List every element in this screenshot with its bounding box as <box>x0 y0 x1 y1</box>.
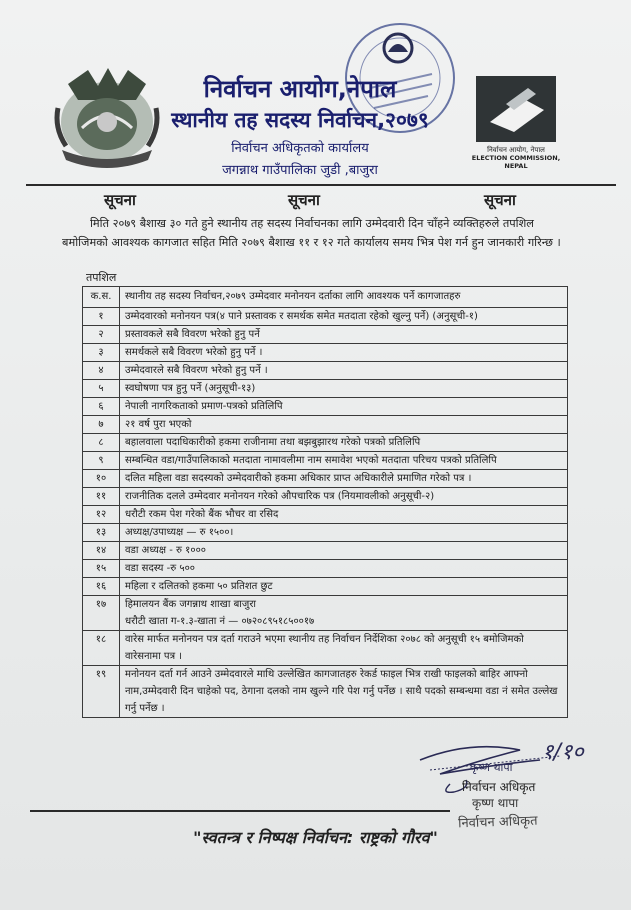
table-row <box>83 452 568 470</box>
row-text-line: दलित महिला वडा सदस्यको उम्मेदवारीको हकमा अधिकार प्राप्त अधिकारीले प्रमाणित गरेको पत्र । <box>125 473 472 484</box>
table-row <box>83 560 568 578</box>
handwritten-date: १/१० <box>542 740 584 765</box>
row-text <box>120 506 568 524</box>
row-text <box>120 666 568 718</box>
row-text-line: उम्मेदवारले सबै विवरण भरेको हुनु पर्ने । <box>125 365 268 376</box>
row-serial: १९ <box>83 666 120 718</box>
row-serial: १७ <box>83 596 120 631</box>
row-text <box>120 578 568 596</box>
row-text-line: वारेस मार्फत मनोनयन पत्र दर्ता गराउने भएमा स्थानीय तह निर्वाचन निर्देशिका २०७८ को अनुसूची १५ बमोजिमको वारेसनामा पत्र । <box>125 634 524 662</box>
table-row <box>83 666 568 718</box>
table-body <box>83 308 568 718</box>
ec-caption-np: निर्वाचन आयोग, नेपाल <box>487 146 545 154</box>
table-row <box>83 596 568 631</box>
notice-word-left: सूचना <box>104 191 136 209</box>
tapsil-label: तपशिल <box>86 271 117 284</box>
table-row <box>83 578 568 596</box>
signature-name-handwritten: कृष्ण थापा <box>470 761 513 774</box>
row-text-line: राजनीतिक दलले उम्मेदवार मनोनयन गरेको औपचारिक पत्र (नियमावलीको अनुसूची-२) <box>125 491 435 502</box>
row-serial: १६ <box>83 578 120 596</box>
row-text-line: २१ वर्ष पुरा भएको <box>125 419 192 430</box>
row-serial: ६ <box>83 398 120 416</box>
table-row <box>83 326 568 344</box>
table-row <box>83 524 568 542</box>
row-serial: ८ <box>83 434 120 452</box>
intro-paragraph: मिति २०७९ बैशाख ३० गते हुने स्थानीय तह सदस्य निर्वाचनका लागि उम्मेदवारी दिन चाँहने व्यक्तिहरुले तपशिल बमोजिमको आवश्यक कागजात सहित मिति २०७९ बैशाख ११ र १२ गते कार्यालय समय भित्र पेश गर्न हुन जानकारी गरिन्छ । <box>62 217 561 249</box>
row-text-line: स्वघोषणा पत्र हुनु पर्ने (अनुसूची-१३) <box>125 383 256 394</box>
row-text-line: सम्बन्धित वडा/गाउँपालिकाको मतदाता नामावलीमा नाम समावेश भएको मतदाता परिचय पत्रको प्रतिलिपि <box>125 455 497 466</box>
row-text-line: समर्थकले सबै विवरण भरेको हुनु पर्ने । <box>125 347 263 358</box>
row-text-line: नेपाली नागरिकताको प्रमाण-पत्रको प्रतिलिपि <box>125 401 283 412</box>
row-text-line: वडा सदस्य -रु ५०० <box>125 563 195 574</box>
ec-caption-en: ELECTION COMMISSION, NEPAL <box>471 154 561 170</box>
row-serial: १० <box>83 470 120 488</box>
row-serial: २ <box>83 326 120 344</box>
row-text <box>120 308 568 326</box>
row-text-line: बहालवाला पदाधिकारीको हकमा राजीनामा तथा बझबुझारथ गरेको पत्रको प्रतिलिपि <box>125 437 421 448</box>
row-text <box>120 452 568 470</box>
slogan: "स्वतन्त्र र निष्पक्ष निर्वाचन: राष्ट्रको गौरव" <box>193 828 438 847</box>
header-office: निर्वाचन अधिकृतको कार्यालय <box>231 141 369 156</box>
row-serial: १२ <box>83 506 120 524</box>
documents-table <box>82 286 568 718</box>
row-text <box>120 524 568 542</box>
notice-word-right: सूचना <box>484 191 516 209</box>
row-serial: १५ <box>83 560 120 578</box>
row-text <box>120 326 568 344</box>
table-row <box>83 308 568 326</box>
row-text <box>120 380 568 398</box>
header-sn: क.स. <box>83 287 120 308</box>
row-text <box>120 542 568 560</box>
header-rule <box>26 184 616 186</box>
row-serial: ५ <box>83 380 120 398</box>
row-text <box>120 362 568 380</box>
signature-title: निर्वाचन अधिकृत <box>462 780 536 794</box>
table-row <box>83 362 568 380</box>
row-text-line: मनोनयन दर्ता गर्न आउने उम्मेदवारले माथि उल्लेखित कागजातहरु रेकर्ड फाइल भित्र राखी फाइलको बाहिर आफ्नो नाम,उम्मेदवारी दिन चाहेको पद, ठेगाना दलको नाम खुल्ने गरि पेश गर्नु पर्नेछ । साथै पदको सम्बन्धमा वडा नं समेत उल्लेख गर्नु पर्नेछ । <box>125 669 558 714</box>
row-serial: ९ <box>83 452 120 470</box>
signature-stamp-title: निर्वाचन अधिकृत <box>457 813 538 832</box>
table-row <box>83 416 568 434</box>
notice-word-center: सूचना <box>288 191 320 209</box>
row-text-line: हिमालयन बैंक जगन्नाथ शाखा बाजुरा <box>125 599 256 610</box>
row-text <box>120 488 568 506</box>
row-serial: १ <box>83 308 120 326</box>
row-serial: १४ <box>83 542 120 560</box>
row-text <box>120 631 568 666</box>
row-serial: १८ <box>83 631 120 666</box>
row-text <box>120 596 568 631</box>
row-text <box>120 470 568 488</box>
table-row <box>83 380 568 398</box>
table-header-row <box>83 287 568 308</box>
row-text-line: धरौटी रकम पेश गरेको बैंक भौचर वा रसिद <box>125 509 279 520</box>
table-row <box>83 506 568 524</box>
row-text-line: वडा अध्यक्ष - रु १००० <box>125 545 206 556</box>
row-text-line: महिला र दलितको हकमा ५० प्रतिशत छुट <box>125 581 273 592</box>
table-row <box>83 434 568 452</box>
row-text-line: प्रस्तावकले सबै विवरण भरेको हुनु पर्ने <box>125 329 260 340</box>
header-location: जगन्नाथ गाउँपालिका जुडी ,बाजुरा <box>222 163 378 178</box>
table-row <box>83 542 568 560</box>
row-serial: ७ <box>83 416 120 434</box>
footer-rule <box>30 810 450 812</box>
row-text <box>120 560 568 578</box>
row-serial: ४ <box>83 362 120 380</box>
header-subtitle: स्थानीय तह सदस्य निर्वाचन,२०७९ <box>171 108 429 132</box>
row-serial: १३ <box>83 524 120 542</box>
header-title-cell: स्थानीय तह सदस्य निर्वाचन,२०७९ उम्मेदवार मनोनयन दर्ताका लागि आवश्यक पर्ने कागजातहरु <box>120 287 568 308</box>
row-text <box>120 416 568 434</box>
table-row <box>83 398 568 416</box>
row-text <box>120 344 568 362</box>
row-text <box>120 434 568 452</box>
ec-caption <box>466 146 566 170</box>
header-title: निर्वाचन आयोग,नेपाल <box>203 75 397 103</box>
table-row <box>83 344 568 362</box>
row-serial: ३ <box>83 344 120 362</box>
table-row <box>83 631 568 666</box>
row-text-line-2: धरौटी खाता ग-१.३-खाता नं — ०७२०८९५१८५००१७ <box>125 616 315 627</box>
row-serial: ११ <box>83 488 120 506</box>
row-text <box>120 398 568 416</box>
signature-stamp-name: कृष्ण थापा <box>472 796 519 810</box>
row-text-line: अध्यक्ष/उपाध्यक्ष — रु १५००। <box>125 527 234 538</box>
table-row <box>83 470 568 488</box>
row-text-line: उम्मेदवारको मनोनयन पत्र(४ पाने प्रस्तावक र समर्थक समेत मतदाता रहेको खुल्नु पर्ने) (अनुसूची-१) <box>125 311 478 322</box>
table-row <box>83 488 568 506</box>
